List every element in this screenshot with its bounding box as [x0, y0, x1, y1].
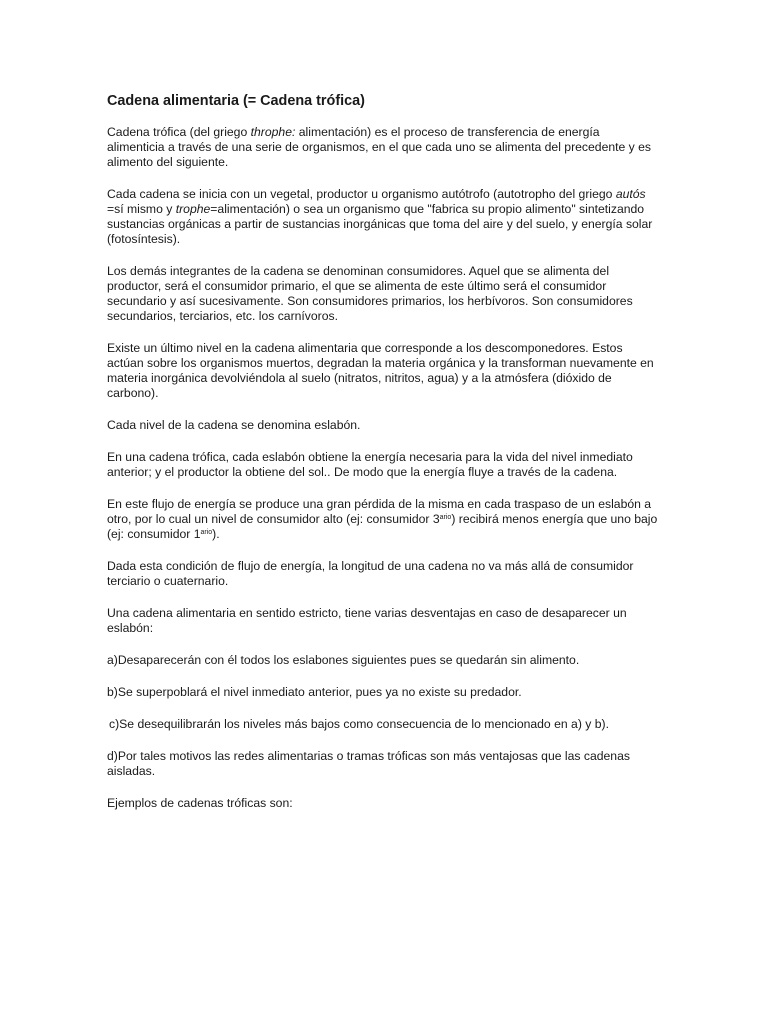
paragraph-definition: [107, 125, 659, 170]
list-item-b: b)Se superpoblará el nivel inmediato anterior, pues ya no existe su predador.: [107, 685, 522, 699]
italic-term: autós: [615, 187, 646, 201]
text-run: ) recibirá menos energía que uno bajo (ej: consumidor 1: [107, 512, 658, 541]
italic-term: throphe:: [250, 125, 296, 139]
paragraph-decomposers: Existe un último nivel en la cadena alimentaria que corresponde a los descomponedores. Estos actúan sobre los organismos muertos, degradan la materia orgánica y la transforman nuevamente en materia inorgánica devolviéndola al suelo (nitratos, nitritos, agua) y a la atmósfera (dióxido de carbono).: [107, 341, 654, 400]
superscript: ario: [200, 529, 213, 536]
superscript: ario: [439, 514, 452, 521]
document-page: [107, 92, 659, 828]
list-item-a: a)Desaparecerán con él todos los eslabones siguientes pues se quedarán sin alimento.: [107, 653, 580, 667]
paragraph-examples: Ejemplos de cadenas tróficas son:: [107, 796, 293, 810]
paragraph-disadvantages: Una cadena alimentaria en sentido estricto, tiene varias desventajas en caso de desaparecer un eslabón:: [107, 606, 627, 635]
list-item-d: d)Por tales motivos las redes alimentarias o tramas tróficas son más ventajosas que las cadenas aisladas.: [107, 749, 630, 778]
paragraph-energy-loss: [107, 497, 659, 542]
paragraph-consumers: Los demás integrantes de la cadena se denominan consumidores. Aquel que se alimenta del productor, será el consumidor primario, el que se alimenta de este último será el consumidor secundario y así sucesivamente. Son consumidores primarios, los herbívoros. Son consumidores secundarios, terciarios, etc. los carnívoros.: [107, 264, 633, 323]
paragraph-chain-length: Dada esta condición de flujo de energía, la longitud de una cadena no va más allá de consumidor terciario o cuaternario.: [107, 559, 634, 588]
paragraph-energy-flow: En una cadena trófica, cada eslabón obtiene la energía necesaria para la vida del nivel inmediato anterior; y el productor la obtiene del sol.. De modo que la energía fluye a través de la cadena.: [107, 450, 633, 479]
text-run: alimentación) es el proceso de transferencia de energía alimenticia a través de una serie de organismos, en el que cada uno se alimenta del precedente y es alimento del siguiente.: [107, 125, 652, 169]
text-run: En este flujo de energía se produce una gran pérdida de la misma en cada traspaso de un eslabón a otro, por lo cual un nivel de consumidor alto (ej: consumidor 3: [107, 497, 652, 526]
list-item-c: c)Se desequilibrarán los niveles más bajos como consecuencia de lo mencionado en a) y b).: [109, 717, 609, 731]
text-run: =alimentación) o sea un organismo que "fabrica su propio alimento" sintetizando sustancias orgánicas a partir de sustancias inorgánicas que toma del aire y del suelo, y energía solar (fotosíntesis).: [107, 202, 653, 246]
document-title: Cadena alimentaria (= Cadena trófica): [107, 93, 365, 109]
text-run: ).: [212, 527, 220, 541]
text-run: =sí mismo y: [107, 202, 176, 216]
text-run: Cadena trófica (del griego: [107, 125, 251, 139]
paragraph-producer: [107, 187, 659, 247]
text-run: Cada cadena se inicia con un vegetal, productor u organismo autótrofo (autotropho del griego: [107, 187, 616, 201]
paragraph-link-definition: Cada nivel de la cadena se denomina eslabón.: [107, 418, 361, 432]
italic-term: trophe: [175, 202, 211, 216]
